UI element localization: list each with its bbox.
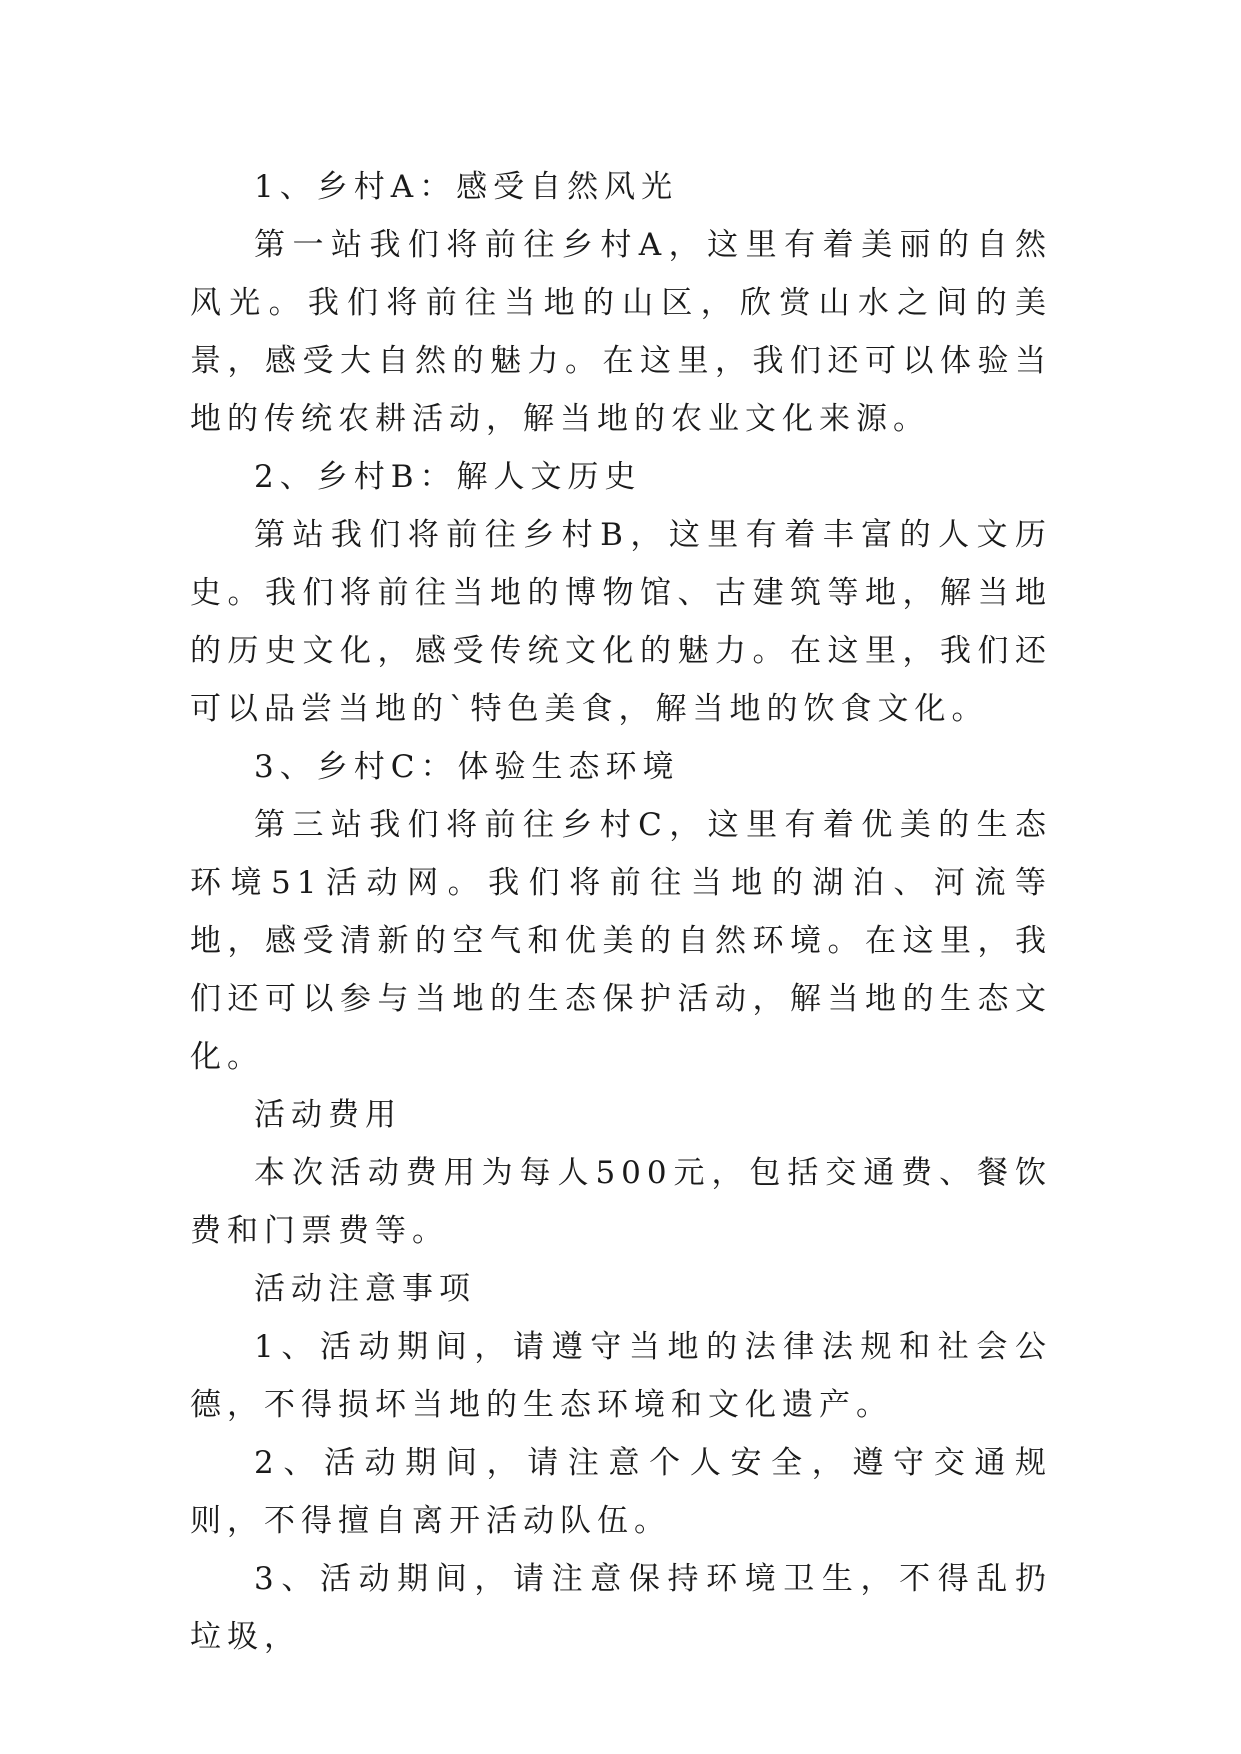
precaution-item-3: 3、活动期间，请注意保持环境卫生，不得乱扔垃圾， xyxy=(190,1561,1052,1655)
precaution-item-2: 2、活动期间，请注意个人安全，遵守交通规则，不得擅自离开活动队伍。 xyxy=(190,1445,1052,1539)
paragraph-village-b: 第站我们将前往乡村B，这里有着丰富的人文历史。我们将前往当地的博物馆、古建筑等地，解当地的历史文化，感受传统文化的魅力。在这里，我们还可以品尝当地的`特色美食，解当地的饮食文化。 xyxy=(190,517,1052,727)
heading-village-c: 3、乡村C：体验生态环境 xyxy=(254,749,680,785)
heading-activity-fee: 活动费用 xyxy=(254,1097,402,1133)
paragraph-village-a: 第一站我们将前往乡村A，这里有着美丽的自然风光。我们将前往当地的山区，欣赏山水之间的美景，感受大自然的魅力。在这里，我们还可以体验当地的传统农耕活动，解当地的农业文化来源。 xyxy=(190,227,1052,437)
heading-village-a: 1、乡村A：感受自然风光 xyxy=(254,169,679,205)
paragraph-village-c: 第三站我们将前往乡村C，这里有着优美的生态环境51活动网。我们将前往当地的湖泊、河流等地，感受清新的空气和优美的自然环境。在这里，我们还可以参与当地的生态保护活动，解当地的生态文化。 xyxy=(190,807,1052,1075)
document-body xyxy=(190,158,1052,1666)
precaution-item-1: 1、活动期间，请遵守当地的法律法规和社会公德，不得损坏当地的生态环境和文化遗产。 xyxy=(190,1329,1052,1423)
paragraph-activity-fee: 本次活动费用为每人500元，包括交通费、餐饮费和门票费等。 xyxy=(190,1155,1052,1249)
heading-village-b: 2、乡村B：解人文历史 xyxy=(254,459,642,495)
heading-precautions: 活动注意事项 xyxy=(254,1271,476,1307)
